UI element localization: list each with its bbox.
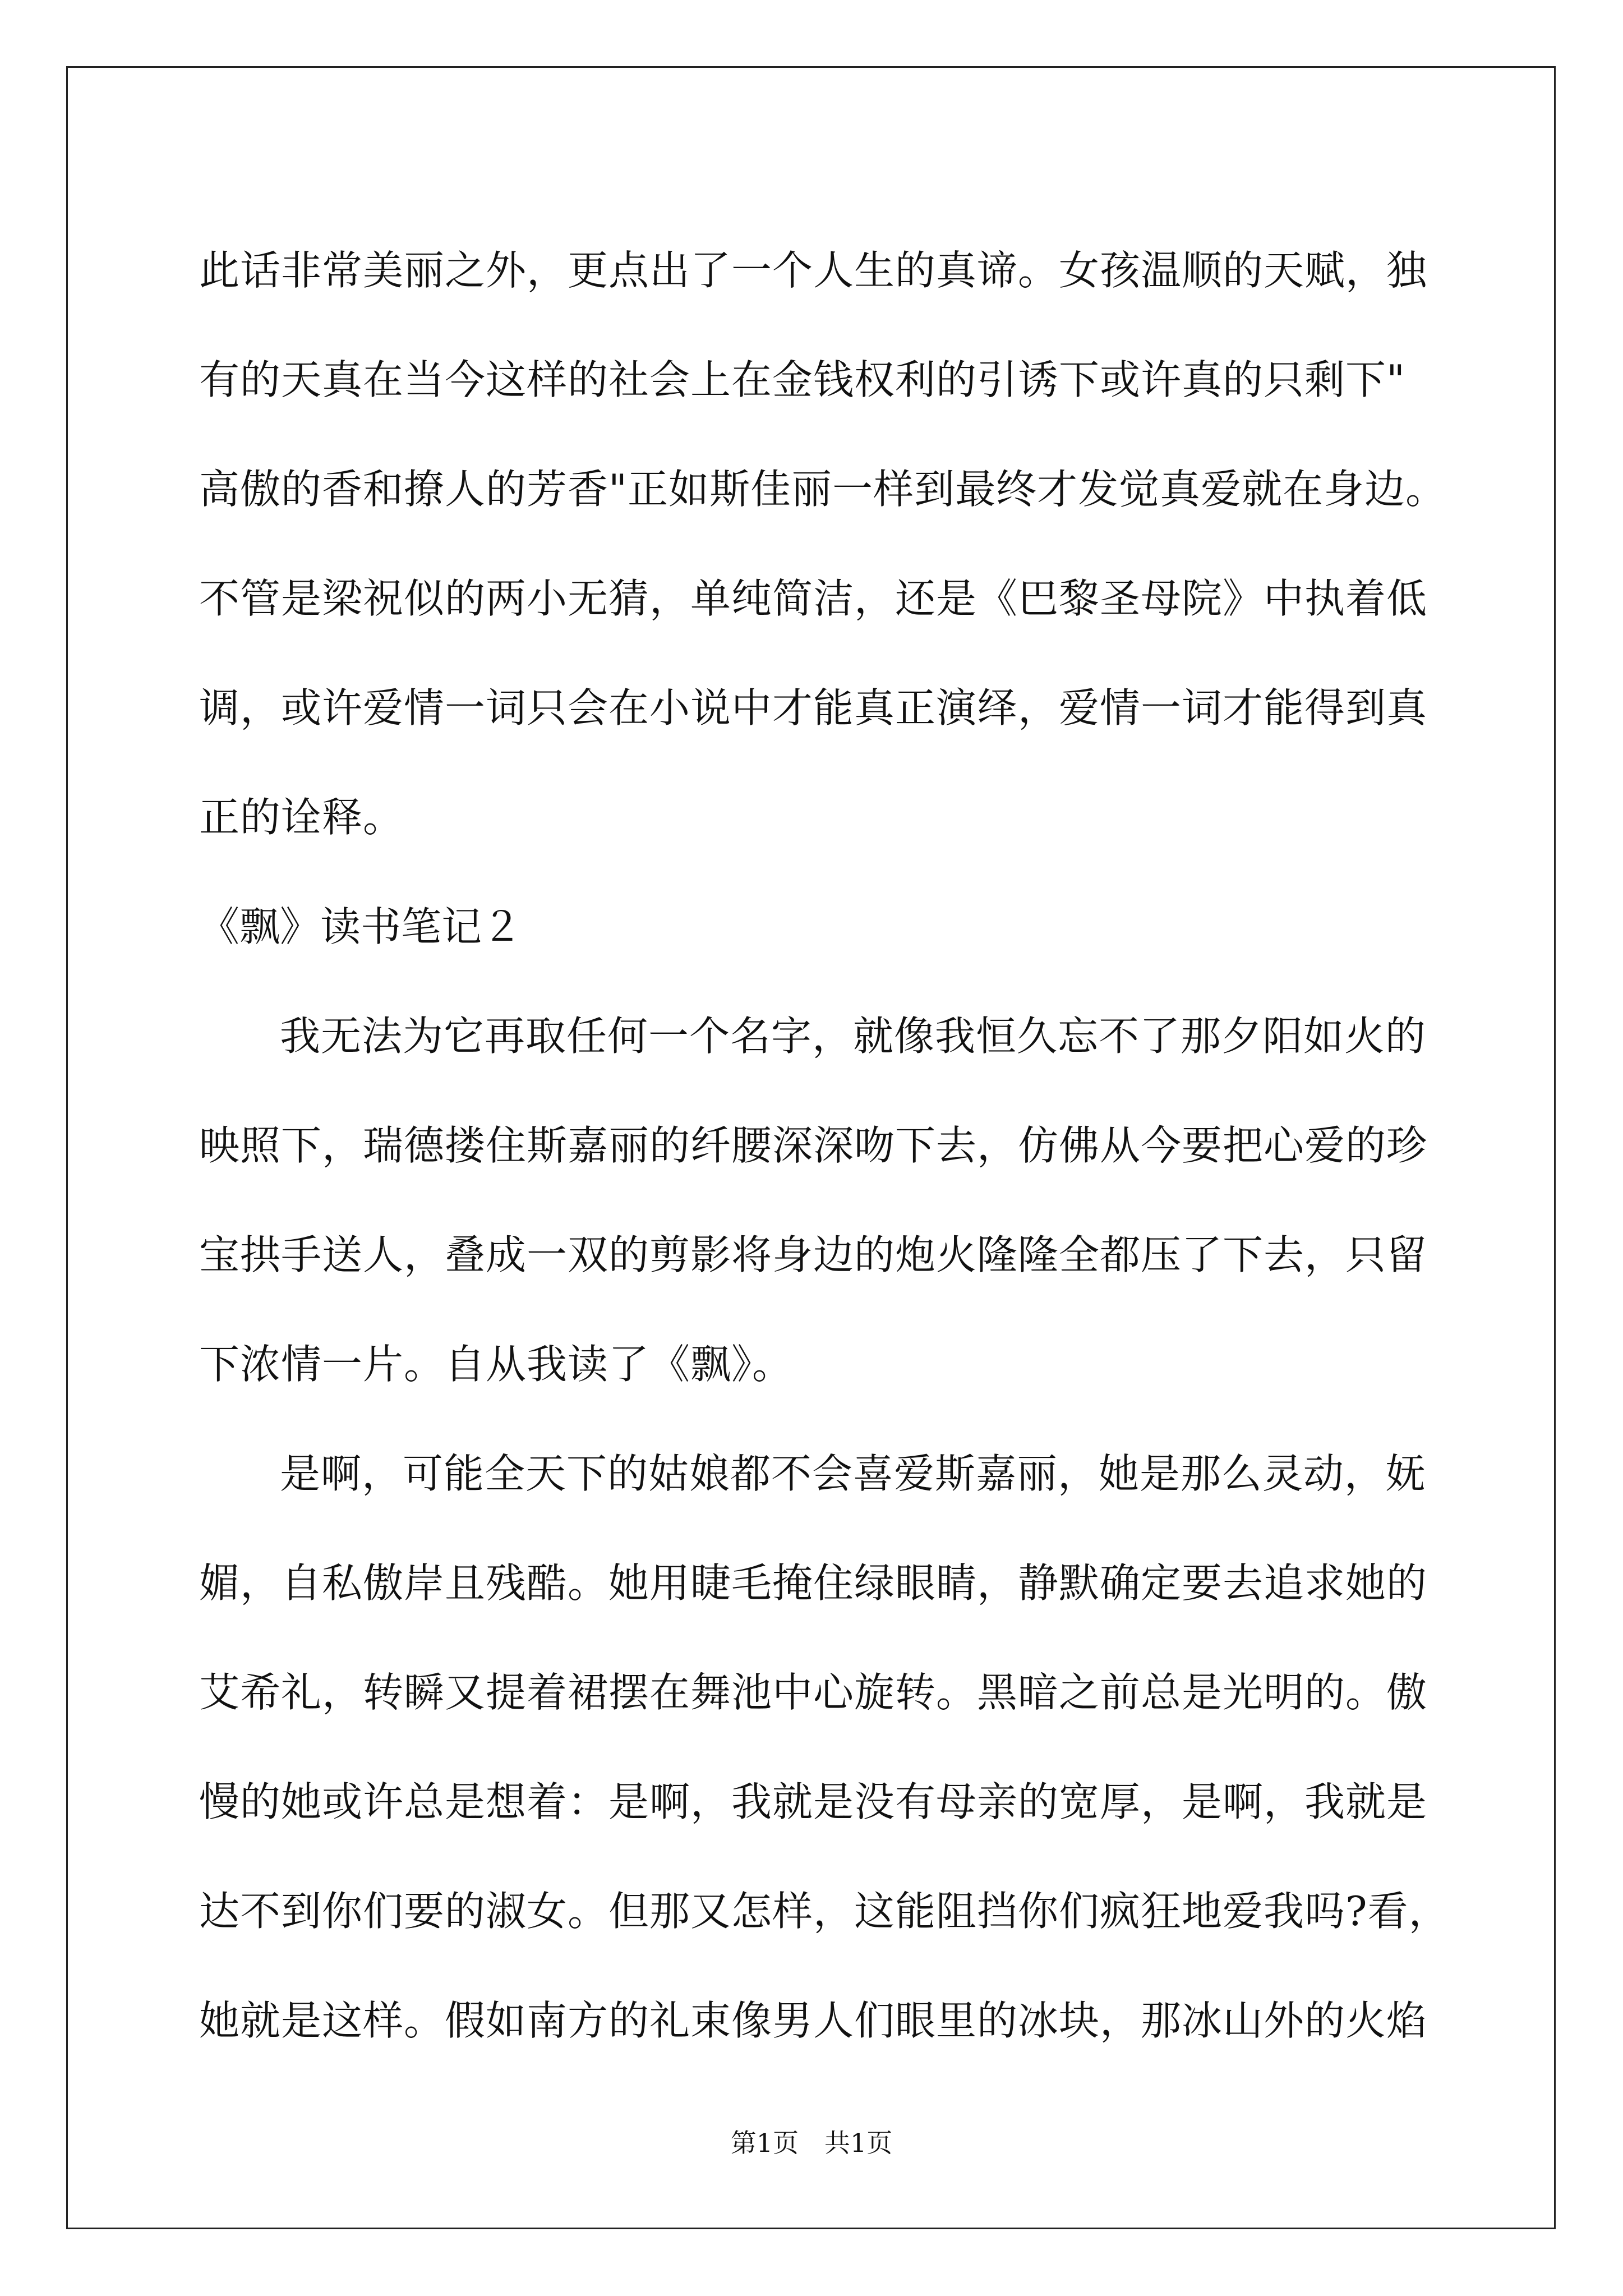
text-line: 映照下，瑞德搂住斯嘉丽的纤腰深深吻下去，仿佛从今要把心爱的珍 — [199, 1122, 1428, 1169]
text-line: 慢的她或许总是想着：是啊，我就是没有母亲的宽厚，是啊，我就是 — [199, 1778, 1428, 1825]
paragraph-3 — [199, 1419, 1450, 2076]
paragraph-1 — [199, 216, 1447, 872]
text-line: 我无法为它再取任何一个名字，就像我恒久忘不了那夕阳如火的 — [280, 1013, 1427, 1060]
text-line: 媚，自私傲岸且残酷。她用睫毛掩住绿眼睛，静默确定要去追求她的 — [199, 1559, 1428, 1607]
text-line: 高傲的香和撩人的芳香"正如斯佳丽一样到最终才发觉真爱就在身边。 — [199, 466, 1447, 513]
page-footer: 第1页 共1页 — [730, 2128, 893, 2158]
text-line: 宝拱手送人，叠成一双的剪影将身边的炮火隆隆全都压了下去，只留 — [199, 1231, 1428, 1278]
text-line: 下浓情一片。自从我读了《飘》。 — [199, 1341, 794, 1388]
text-line: 有的天真在当今这样的社会上在金钱权利的引诱下或许真的只剩下" — [199, 356, 1406, 403]
text-line: 正的诠释。 — [199, 794, 404, 841]
text-line: 艾希礼，转瞬又提着裙摆在舞池中心旋转。黑暗之前总是光明的。傲 — [199, 1669, 1428, 1716]
text-line: 是啊，可能全天下的姑娘都不会喜爱斯嘉丽，她是那么灵动，妩 — [280, 1450, 1427, 1497]
text-line: 达不到你们要的淑女。但那又怎样，这能阻挡你们疯狂地爱我吗?看， — [199, 1888, 1450, 1935]
document-body — [199, 216, 1450, 2076]
paragraph-2 — [199, 982, 1433, 1419]
section-heading: 《飘》读书笔记２ — [199, 903, 523, 950]
text-line: 不管是梁祝似的两小无猜，单纯简洁，还是《巴黎圣母院》中执着低 — [199, 575, 1428, 622]
text-line: 调，或许爱情一词只会在小说中才能真正演绎，爱情一词才能得到真 — [199, 684, 1428, 731]
text-line: 她就是这样。假如南方的礼束像男人们眼里的冰块，那冰山外的火焰 — [199, 1997, 1428, 2044]
text-line: 此话非常美丽之外，更点出了一个人生的真谛。女孩温顺的天赋，独 — [199, 247, 1428, 294]
